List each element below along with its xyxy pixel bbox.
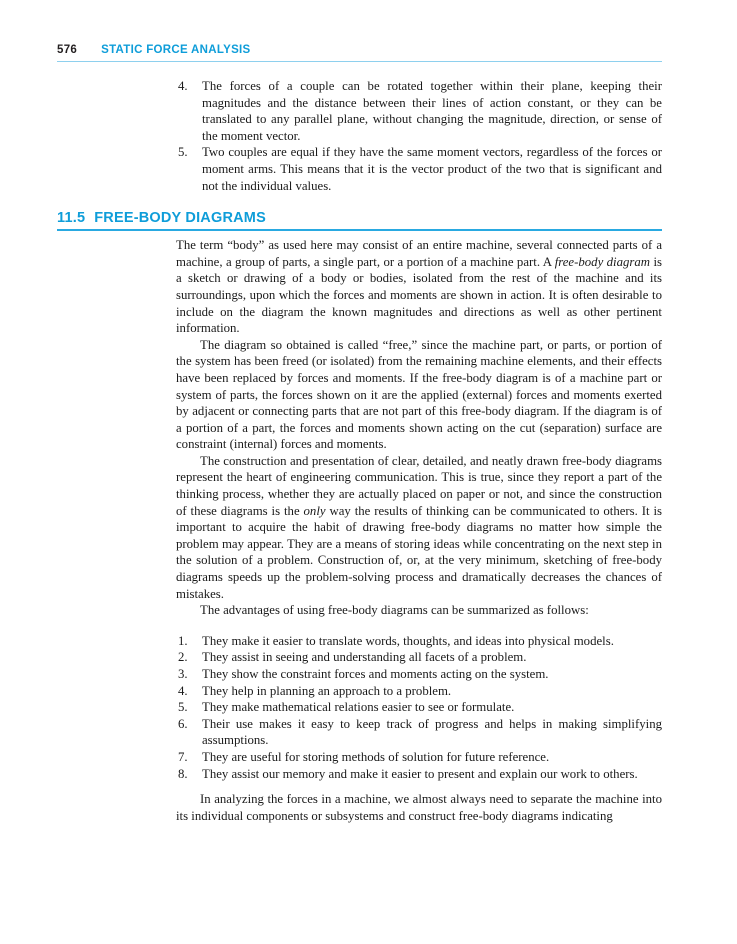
italic-term: free-body diagram <box>554 254 651 269</box>
list-item-number: 4. <box>178 683 188 698</box>
running-header <box>57 44 662 62</box>
section-number: 11.5 <box>57 210 86 227</box>
paragraph-text: The term “body” as used here may consist of an entire machine, several connected parts of a machine, a group of parts, a single part, or a portion of a machine part. A <box>176 238 662 269</box>
list-item-number: 8. <box>178 766 188 781</box>
list-item-number: 4. <box>178 79 188 93</box>
list-item-text: The forces of a couple can be rotated together within their plane, keeping their magnitudes and the distance between their lines of action constant, or they can be translated to any parallel plane, without changing the magnitude, direction, or sense of the moment vector. <box>202 79 662 143</box>
advantage-item-4 <box>176 683 662 700</box>
page-number: 576 <box>57 44 78 56</box>
paragraph-2: The diagram so obtained is called “free,” since the machine part, or parts, or portion of the system has been freed (or isolated) from the remaining machine elements, and their effects have been replaced by forces and moments. If the free-body diagram is of a machine part or system of parts, the forces shown on it are the applied (external) forces and moments exerted by adjacent or connecting parts that are not part of this free-body diagram. If the diagram is of a portion of a part, the forces and moments shown acting on the cut (separation) surface are constraint (internal) forces and moments. <box>176 337 662 452</box>
advantage-item-1 <box>176 633 662 650</box>
list-item-number: 5. <box>178 145 188 160</box>
list-item-number: 2. <box>178 650 188 665</box>
paragraph-1 <box>176 237 662 337</box>
closing-paragraph: In analyzing the forces in a machine, we almost always need to separate the machine into its individual components or subsystems and construct free-body diagrams indicating <box>176 792 662 823</box>
advantage-item-7 <box>176 749 662 766</box>
list-item-text: They make it easier to translate words, thoughts, and ideas into physical models. <box>202 633 614 648</box>
advantages-intro: The advantages of using free-body diagrams can be summarized as follows: <box>200 603 589 618</box>
list-item-text: They show the constraint forces and moments acting on the system. <box>202 667 549 681</box>
section-title: FREE-BODY DIAGRAMS <box>94 210 266 227</box>
list-item-number: 5. <box>178 700 188 715</box>
list-item-4 <box>176 78 662 144</box>
paragraph-text: way the results of thinking can be communicated to others. It is important to acquire the habit of drawing free-body diagrams no matter how simple the problem may appear. They are a means of storing ideas while concentrating on the next step in the solution of a problem. Construction of, or, at the very minimum, sketching of free-body diagrams speeds up the problem-solving process and dramatically decreases the chances of mistakes. <box>176 503 662 601</box>
paragraph-3 <box>176 453 662 602</box>
list-item-number: 6. <box>178 716 188 731</box>
italic-term: only <box>303 503 326 518</box>
advantage-item-8 <box>176 766 662 783</box>
couple-properties-list <box>176 78 662 194</box>
list-item-text: They are useful for storing methods of solution for future reference. <box>202 749 550 764</box>
list-item-5 <box>176 144 662 194</box>
list-item-text: Their use makes it easy to keep track of progress and helps in making simplifying assumptions. <box>202 716 662 748</box>
textbook-page <box>0 44 737 944</box>
advantages-list <box>176 633 662 782</box>
list-item-number: 7. <box>178 749 188 764</box>
list-item-text: They make mathematical relations easier to see or formulate. <box>202 700 515 715</box>
section-body <box>176 237 662 824</box>
section-heading <box>57 210 662 231</box>
list-item-text: They help in planning an approach to a problem. <box>202 683 452 698</box>
list-item-text: Two couples are equal if they have the same moment vectors, regardless of the forces or moment arms. This means that it is the vector product of the two that is significant and not the individual values. <box>202 145 662 193</box>
list-item-text: They assist in seeing and understanding all facets of a problem. <box>202 650 527 665</box>
list-item-text: They assist our memory and make it easier to present and explain our work to others. <box>202 766 638 781</box>
advantage-item-2 <box>176 649 662 666</box>
paragraph-text: The construction and presentation of clear, detailed, and neatly drawn free-body diagrams represent the heart of engineering communication. This is true, since they report a part of the thinking process, whether they are actually placed on paper or not, and since the construction of these diagrams is the <box>176 453 662 518</box>
list-item-number: 1. <box>178 633 188 648</box>
advantage-item-3 <box>176 666 662 683</box>
list-item-number: 3. <box>178 667 188 681</box>
running-header-title: STATIC FORCE ANALYSIS <box>101 44 251 56</box>
advantage-item-6 <box>176 716 662 749</box>
paragraph-text: is a sketch or drawing of a body or bodies, isolated from the rest of the machine and its surroundings, upon which the forces and moments are shown in action. It is often desirable to include on the diagram the known magnitudes and directions as well as other pertinent information. <box>176 254 662 336</box>
advantage-item-5 <box>176 699 662 716</box>
